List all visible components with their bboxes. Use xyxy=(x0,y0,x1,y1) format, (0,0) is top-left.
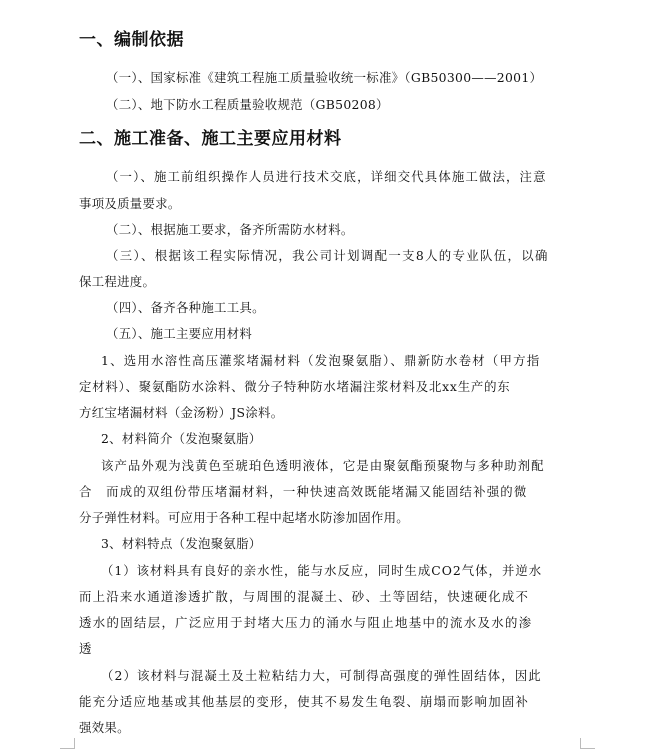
materials-line-3: 方红宝堵漏材料（金汤粉）JS涂料。 xyxy=(79,405,284,420)
intro-heading: 2、材料简介（发泡聚氨脂） xyxy=(101,431,262,446)
intro-line-1: 该产品外观为浅黄色至琥珀色透明液体，它是由聚氨酯预聚物与多种助剂配 xyxy=(101,458,545,473)
prep-item-1-line-2: 事项及质量要求。 xyxy=(79,196,181,211)
feature-1-line-3: 透水的固结层，广泛应用于封堵大压力的涌水与阻止地基中的流水及水的渗 xyxy=(79,615,533,630)
prep-item-5: （五）、施工主要应用材料 xyxy=(106,326,253,341)
feature-2-line-2: 能充分适应地基或其他基层的变形，使其不易发生龟裂、崩塌而影响加固补 xyxy=(79,694,530,709)
materials-line-1: 1、选用水溶性高压灌浆堵漏材料（发泡聚氨脂）、鼎新防水卷材（甲方指 xyxy=(101,353,541,368)
feature-2-line-3: 强效果。 xyxy=(79,720,130,735)
prep-item-3-line-2: 保工程进度。 xyxy=(79,274,156,289)
margin-corner-mark-right xyxy=(580,738,595,749)
basis-item-2: （二）、地下防水工程质量验收规范（GB50208） xyxy=(106,97,389,112)
feature-1-line-4: 透 xyxy=(79,641,92,656)
intro-line-2: 合 而成的双组份带压堵漏材料，一种快速高效既能堵漏又能固结补强的微 xyxy=(79,484,528,499)
prep-item-4: （四）、备齐各种施工工具。 xyxy=(106,300,265,315)
feature-1-line-1: （1）该材料具有良好的亲水性，能与水反应，同时生成CO2气体，并逆水 xyxy=(101,563,543,578)
prep-item-2: （二）、根据施工要求，备齐所需防水材料。 xyxy=(106,222,354,237)
materials-line-2: 定材料）、聚氨酯防水涂料、微分子特种防水堵漏注浆材料及北xx生产的东 xyxy=(79,379,511,394)
intro-line-3: 分子弹性材料。可应用于各种工程中起堵水防渗加固作用。 xyxy=(79,510,409,525)
section-2-heading: 二、施工准备、施工主要应用材料 xyxy=(79,129,342,149)
feature-1-line-2: 而上沿来水通道渗透扩散，与周围的混凝土、砂、土等固结，快速硬化成不 xyxy=(79,589,530,604)
margin-corner-mark-left xyxy=(60,738,75,749)
prep-item-1-line-1: （一）、施工前组织操作人员进行技术交底，详细交代具体施工做法，注意 xyxy=(106,169,547,184)
prep-item-3-line-1: （三）、根据该工程实际情况，我公司计划调配一支8人的专业队伍，以确 xyxy=(106,248,549,263)
features-heading: 3、材料特点（发泡聚氨脂） xyxy=(101,536,262,551)
feature-2-line-1: （2）该材料与混凝土及土粒粘结力大，可制得高强度的弹性固结体，因此 xyxy=(101,668,542,683)
section-1-heading: 一、编制依据 xyxy=(79,30,184,50)
basis-item-1: （一）、国家标准《建筑工程施工质量验收统一标准》（GB50300——2001） xyxy=(106,70,543,85)
